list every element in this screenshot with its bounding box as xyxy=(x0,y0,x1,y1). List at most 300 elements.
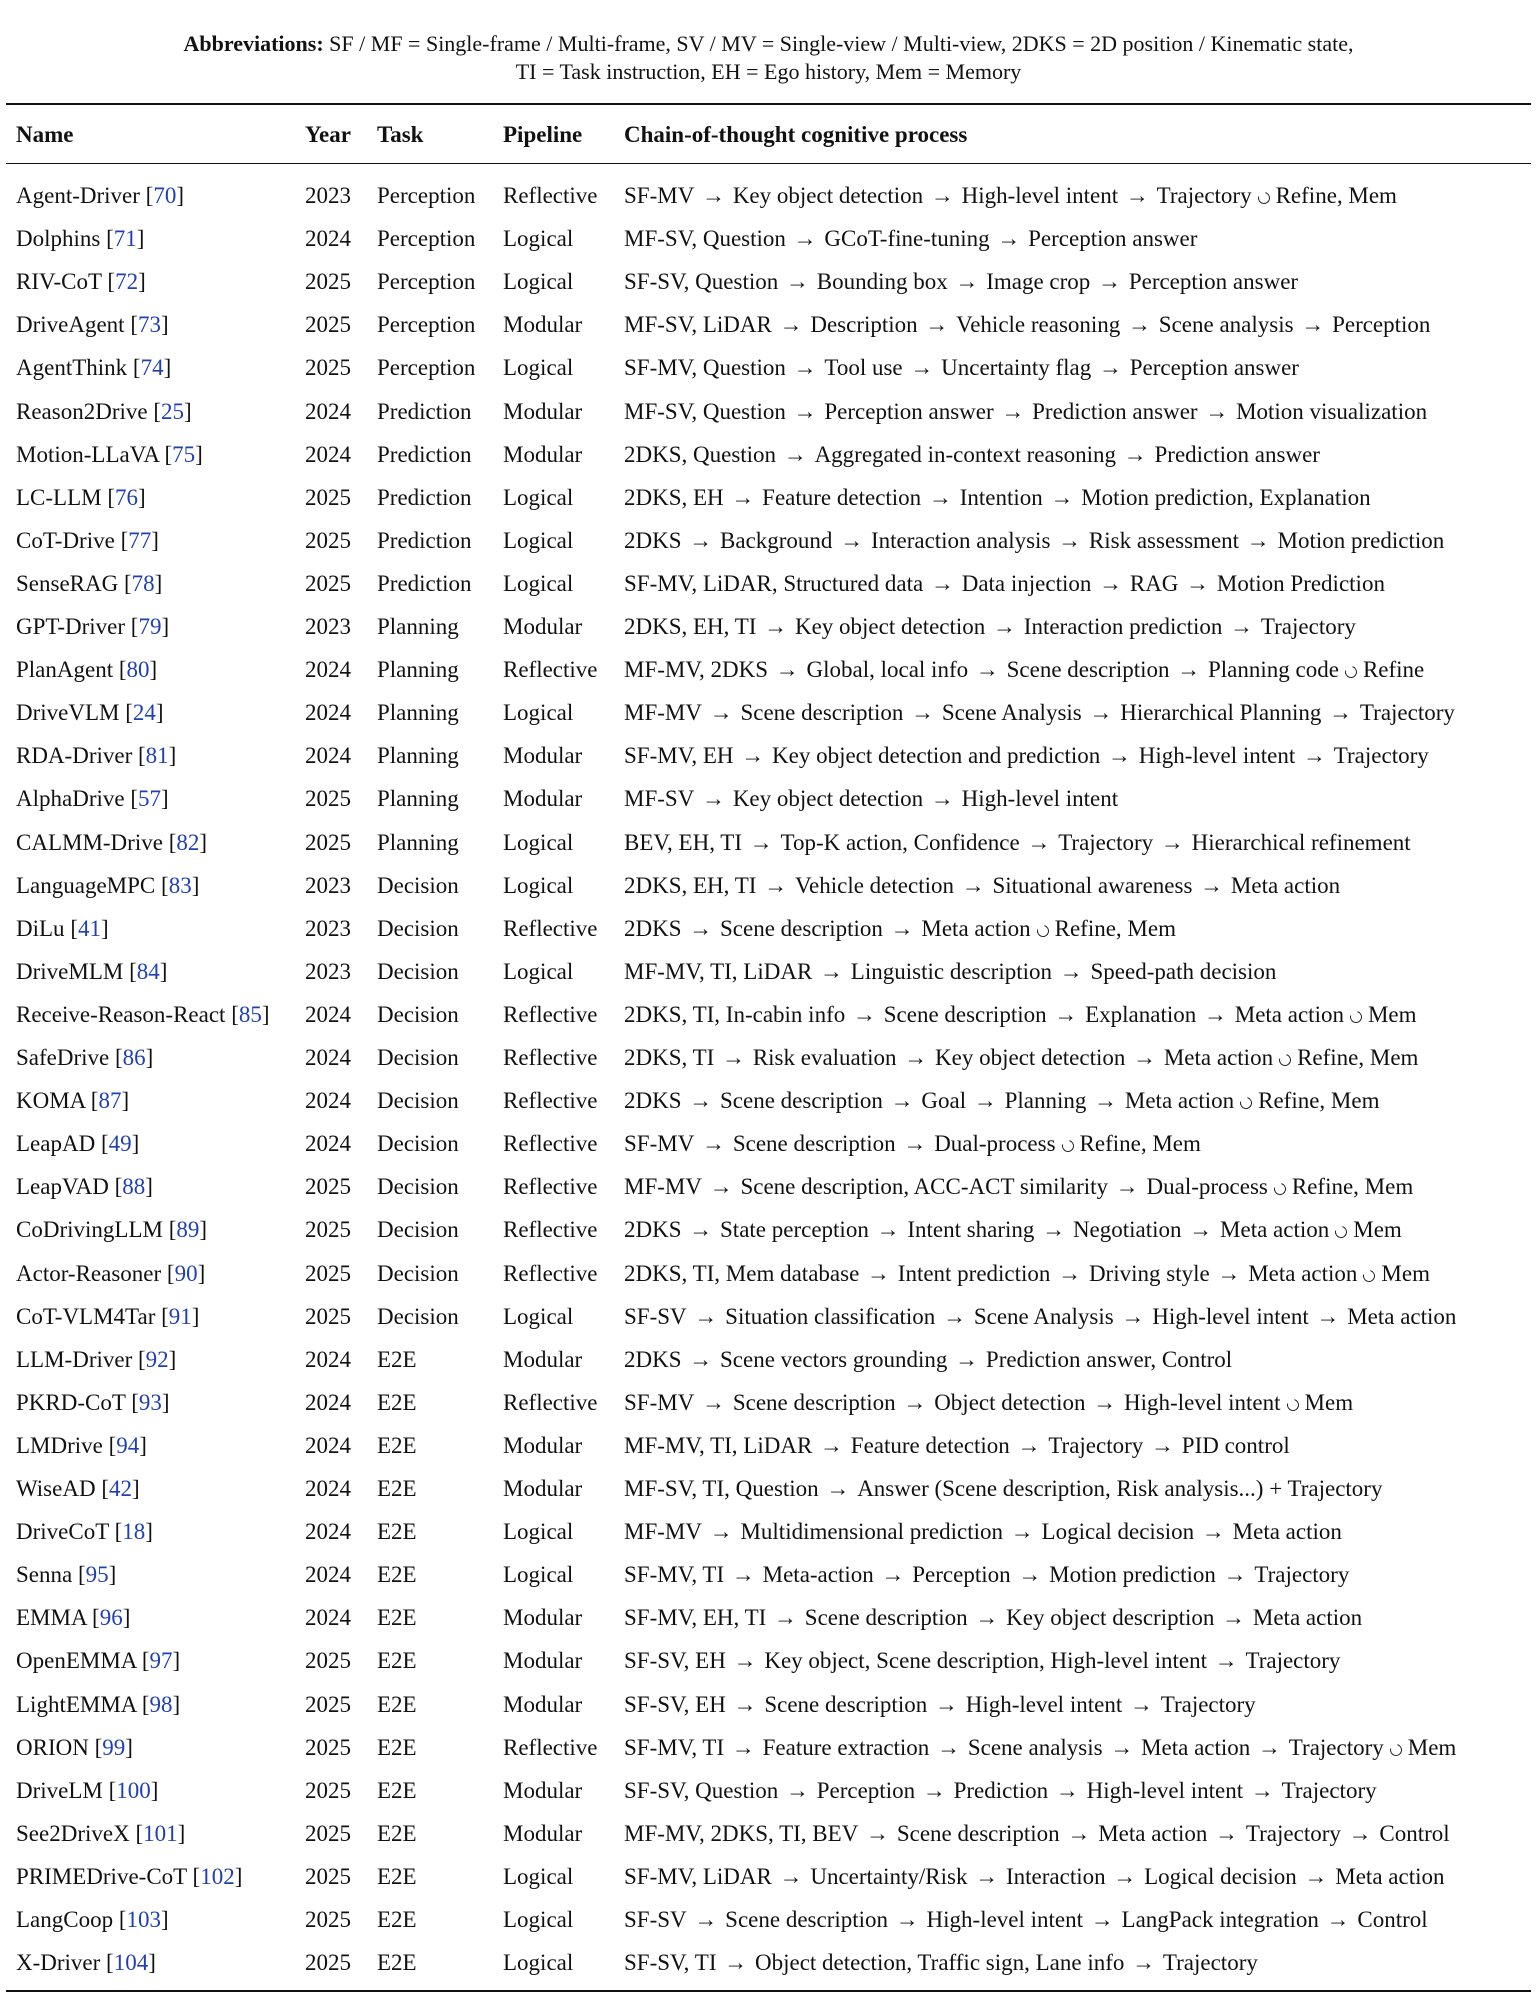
task-cell: Decision xyxy=(377,872,459,898)
citation-link[interactable]: 87 xyxy=(98,1088,122,1114)
cot-step: MF-SV xyxy=(624,786,695,812)
cot-step: Meta action xyxy=(921,915,1031,941)
year-cell: 2024 xyxy=(305,1519,351,1545)
citation-link[interactable]: 42 xyxy=(108,1476,132,1501)
ref-bracket: [ xyxy=(114,1174,123,1200)
citation-link[interactable]: 100 xyxy=(116,1777,151,1803)
cot-step: Motion Prediction xyxy=(1216,570,1385,596)
name-cell xyxy=(16,269,146,295)
table-row xyxy=(0,1123,1537,1166)
pipeline-cell: Reflective xyxy=(503,1045,598,1070)
citation-link[interactable]: 89 xyxy=(176,1217,200,1243)
year-cell: 2025 xyxy=(305,1820,351,1846)
cot-cell xyxy=(624,1692,1256,1718)
ref-bracket: ] xyxy=(234,1863,243,1889)
citation-link[interactable]: 104 xyxy=(113,1950,149,1976)
year-cell: 2025 xyxy=(305,1691,351,1717)
task-cell: Planning xyxy=(377,614,459,639)
name-cell xyxy=(16,1131,139,1157)
arrow-icon: → xyxy=(735,743,770,769)
year-cell: 2024 xyxy=(305,1346,351,1372)
ref-bracket: [ xyxy=(141,1691,150,1717)
citation-link[interactable]: 102 xyxy=(200,1863,235,1889)
arrow-icon: → xyxy=(683,915,719,941)
loop-icon xyxy=(1034,922,1050,938)
loop-label: Refine xyxy=(1362,657,1425,683)
citation-link[interactable]: 25 xyxy=(161,398,184,424)
citation-link[interactable]: 96 xyxy=(99,1605,123,1631)
arrow-icon: → xyxy=(1209,1820,1244,1846)
arrow-icon: → xyxy=(727,1648,763,1674)
arrow-icon: → xyxy=(726,1562,761,1588)
loop-label: Refine, Mem xyxy=(1054,915,1176,941)
year-cell: 2024 xyxy=(305,1045,351,1070)
citation-link[interactable]: 86 xyxy=(122,1045,146,1070)
cot-cell xyxy=(624,183,1397,209)
table-row xyxy=(0,563,1537,606)
cot-step: Linguistic description xyxy=(850,958,1053,984)
ref-bracket: [ xyxy=(77,1562,86,1588)
cot-step: Perception answer xyxy=(1128,269,1299,295)
name-cell xyxy=(16,1605,130,1631)
cot-step: Situational awareness xyxy=(992,872,1193,898)
cot-step: Trajectory xyxy=(1160,1691,1256,1717)
model-name: CoDrivingLLM xyxy=(16,1217,169,1243)
citation-link[interactable]: 81 xyxy=(145,743,169,769)
citation-link[interactable]: 101 xyxy=(143,1820,178,1846)
cot-step: Risk assessment xyxy=(1088,527,1240,553)
ref-bracket: [ xyxy=(118,1907,127,1932)
task-cell: Decision xyxy=(377,1174,459,1200)
arrow-icon: → xyxy=(683,527,719,553)
loop-icon xyxy=(1343,664,1359,680)
cot-cell xyxy=(624,1261,1430,1287)
arrow-icon: → xyxy=(969,1863,1004,1889)
task-cell: Decision xyxy=(377,1045,459,1070)
arrow-icon: → xyxy=(744,829,779,855)
citation-link[interactable]: 83 xyxy=(168,872,192,898)
cot-step: Key object detection xyxy=(935,1045,1126,1070)
cot-step: Intention xyxy=(959,484,1043,510)
arrow-icon: → xyxy=(1155,829,1190,855)
cot-cell xyxy=(624,959,1276,985)
ref-bracket: ] xyxy=(168,1346,177,1372)
table-row xyxy=(0,1942,1537,1985)
citation-link[interactable]: 57 xyxy=(138,786,161,812)
arrow-icon: → xyxy=(1180,570,1215,596)
model-name: Reason2Drive xyxy=(16,398,154,424)
arrow-icon: → xyxy=(1171,657,1206,683)
ref-bracket: ] xyxy=(145,1174,153,1200)
model-name: CoT-VLM4Tar xyxy=(16,1303,162,1329)
arrow-icon: → xyxy=(1107,1863,1143,1889)
cot-step: Trajectory xyxy=(1288,1734,1384,1760)
cot-step: Key object detection xyxy=(732,183,924,208)
name-cell xyxy=(16,1519,153,1545)
citation-link[interactable]: 75 xyxy=(172,441,196,467)
arrow-icon: → xyxy=(1120,183,1155,208)
cot-cell xyxy=(624,1174,1413,1200)
cot-cell xyxy=(624,1045,1418,1071)
pipeline-cell: Logical xyxy=(503,269,574,295)
ref-bracket: ] xyxy=(145,1045,154,1070)
model-name: CoT-Drive xyxy=(16,527,121,553)
name-cell xyxy=(16,700,164,726)
name-cell xyxy=(16,1864,242,1890)
cot-step: Trajectory xyxy=(1058,829,1154,855)
pipeline-cell: Modular xyxy=(503,312,583,338)
arrow-icon: → xyxy=(773,312,809,338)
cot-step: Scene analysis xyxy=(1158,312,1294,338)
cot-step: MF-MV, 2DKS, TI, BEV xyxy=(624,1820,859,1846)
year-cell: 2024 xyxy=(305,226,351,252)
table-row xyxy=(0,1597,1537,1640)
citation-link[interactable]: 77 xyxy=(128,527,152,553)
arrow-icon: → xyxy=(716,1045,751,1070)
ref-bracket: ] xyxy=(125,1734,133,1760)
year-cell: 2025 xyxy=(305,1648,351,1674)
arrow-icon: → xyxy=(703,1174,739,1200)
cot-step: 2DKS, TI xyxy=(624,1045,715,1070)
name-cell xyxy=(16,1347,176,1373)
cot-cell xyxy=(624,1778,1377,1804)
ref-bracket: ] xyxy=(161,1389,170,1415)
cot-step: Interaction xyxy=(1005,1863,1106,1889)
arrow-icon: → xyxy=(1124,1691,1159,1717)
cot-step: SF-MV, TI xyxy=(624,1562,725,1588)
name-cell xyxy=(16,1562,116,1588)
table-row xyxy=(0,1554,1537,1597)
task-cell: Decision xyxy=(377,1217,459,1243)
ref-bracket: [ xyxy=(120,527,129,553)
citation-link[interactable]: 97 xyxy=(149,1648,173,1674)
citation-link[interactable]: 71 xyxy=(113,226,137,252)
name-cell xyxy=(16,1174,153,1200)
name-cell xyxy=(16,786,169,812)
cot-step: Object detection xyxy=(934,1389,1086,1415)
name-cell xyxy=(16,1907,169,1933)
cot-step: Perception xyxy=(912,1562,1011,1588)
cot-step: SF-MV, Question xyxy=(624,355,786,381)
ref-bracket: [ xyxy=(108,1777,117,1803)
year-cell: 2024 xyxy=(305,1088,351,1114)
ref-bracket: [ xyxy=(129,958,137,984)
ref-bracket: [ xyxy=(100,1131,109,1157)
arrow-icon: → xyxy=(875,1562,911,1588)
cot-step: Trajectory xyxy=(1245,1820,1341,1846)
name-cell xyxy=(16,959,167,985)
arrow-icon: → xyxy=(923,484,958,510)
cot-step: Perception answer xyxy=(1129,355,1299,381)
cot-step: Global, local info xyxy=(806,657,969,683)
ref-bracket: [ xyxy=(141,1648,150,1674)
ref-bracket: ] xyxy=(161,614,170,639)
arrow-icon: → xyxy=(696,183,731,208)
arrow-icon: → xyxy=(917,1777,952,1803)
cot-step: Trajectory xyxy=(1333,743,1429,769)
year-cell: 2025 xyxy=(305,527,351,553)
arrow-icon: → xyxy=(1320,1907,1356,1932)
citation-link[interactable]: 82 xyxy=(176,829,200,855)
cot-step: Perception xyxy=(1332,312,1431,338)
arrow-icon: → xyxy=(820,1476,856,1501)
cot-step: Intent prediction xyxy=(897,1260,1051,1286)
cot-step: SF-SV, EH xyxy=(624,1691,726,1717)
citation-link[interactable]: 79 xyxy=(138,614,162,639)
citation-link[interactable]: 72 xyxy=(115,269,139,295)
cot-step: High-level intent xyxy=(961,786,1119,812)
cot-cell xyxy=(624,1002,1417,1028)
header-rule xyxy=(6,163,1531,164)
arrow-icon: → xyxy=(1048,1001,1084,1027)
ref-bracket: ] xyxy=(145,1519,153,1545)
ref-bracket: ] xyxy=(136,226,145,252)
cot-step: High-level intent xyxy=(1086,1777,1244,1803)
arrow-icon: → xyxy=(860,1820,895,1846)
cot-cell xyxy=(624,916,1176,942)
cot-step: Planning code xyxy=(1208,657,1339,683)
cot-step: Key object description xyxy=(1006,1605,1215,1631)
arrow-icon: → xyxy=(987,614,1022,639)
table-row xyxy=(0,1339,1537,1382)
ref-bracket: ] xyxy=(131,1476,140,1501)
table-row xyxy=(0,304,1537,347)
ref-bracket: [ xyxy=(125,700,133,726)
model-name: Dolphins xyxy=(16,226,107,252)
pipeline-cell: Logical xyxy=(503,355,574,381)
header-name: Name xyxy=(16,122,74,147)
citation-link[interactable]: 98 xyxy=(149,1691,173,1717)
cot-cell xyxy=(624,1950,1258,1976)
ref-bracket: [ xyxy=(168,1217,177,1243)
task-cell: Prediction xyxy=(377,441,472,467)
cot-step: Uncertainty flag xyxy=(941,355,1092,381)
arrow-icon: → xyxy=(1085,1907,1120,1932)
table-row xyxy=(0,1640,1537,1683)
year-cell: 2025 xyxy=(305,786,351,812)
ref-bracket: ] xyxy=(121,1088,130,1114)
cot-step: Prediction xyxy=(953,1777,1049,1803)
citation-link[interactable]: 85 xyxy=(238,1001,262,1027)
task-cell: E2E xyxy=(377,1432,417,1458)
ref-bracket: ] xyxy=(100,915,109,941)
arrow-icon: → xyxy=(1323,700,1358,726)
cot-step: Hierarchical refinement xyxy=(1191,829,1411,855)
citation-link[interactable]: 88 xyxy=(122,1174,146,1200)
loop-icon xyxy=(1277,1052,1293,1068)
task-cell: E2E xyxy=(377,1820,417,1846)
cot-step: Key object detection and prediction xyxy=(772,743,1101,769)
table-row xyxy=(0,1770,1537,1813)
citation-link[interactable]: 92 xyxy=(145,1346,169,1372)
arrow-icon: → xyxy=(758,872,793,898)
citation-link[interactable]: 93 xyxy=(138,1389,162,1415)
ref-bracket: [ xyxy=(106,1950,114,1976)
citation-link[interactable]: 76 xyxy=(115,484,139,510)
table-row xyxy=(0,1511,1537,1554)
arrow-icon: → xyxy=(904,355,940,381)
year-cell: 2024 xyxy=(305,743,351,769)
name-cell xyxy=(16,1433,147,1459)
ref-bracket: ] xyxy=(122,1605,131,1631)
cot-cell xyxy=(624,614,1356,640)
year-cell: 2025 xyxy=(305,1777,351,1803)
pipeline-cell: Modular xyxy=(503,1346,583,1372)
cot-step: Prediction answer, Control xyxy=(985,1346,1233,1372)
arrow-icon: → xyxy=(1050,1777,1085,1803)
task-cell: Prediction xyxy=(377,527,472,553)
arrow-icon: → xyxy=(970,657,1005,683)
ref-bracket: ] xyxy=(195,441,203,467)
name-cell xyxy=(16,399,192,425)
citation-link[interactable]: 103 xyxy=(126,1907,162,1932)
ref-bracket: ] xyxy=(138,484,146,510)
abbreviations-line1: SF / MF = Single-frame / Multi-frame, SV / MV = Single-view / Multi-view, 2DKS = 2D position / Kinematic state, xyxy=(323,31,1354,56)
task-cell: E2E xyxy=(377,1863,417,1889)
year-cell: 2024 xyxy=(305,441,351,467)
arrow-icon: → xyxy=(1298,1863,1334,1889)
cot-cell xyxy=(624,700,1455,726)
table-row xyxy=(0,1166,1537,1209)
cot-step: SF-MV, EH, TI xyxy=(624,1605,767,1631)
cot-cell xyxy=(624,786,1118,812)
model-name: Agent-Driver xyxy=(16,183,146,208)
cot-cell xyxy=(624,1605,1362,1631)
cot-cell xyxy=(624,528,1444,554)
cot-step: 2DKS xyxy=(624,915,682,941)
ref-bracket: [ xyxy=(106,226,114,252)
model-name: PlanAgent xyxy=(16,657,119,683)
cot-cell xyxy=(624,1088,1379,1114)
citation-link[interactable]: 84 xyxy=(136,958,160,984)
citation-link[interactable]: 24 xyxy=(132,700,156,726)
citation-link[interactable]: 18 xyxy=(122,1519,146,1545)
ref-bracket: [ xyxy=(130,786,138,812)
ref-bracket: ] xyxy=(161,312,169,338)
year-cell: 2025 xyxy=(305,355,351,381)
arrow-icon: → xyxy=(1011,1432,1047,1458)
name-cell xyxy=(16,226,144,252)
arrow-icon: → xyxy=(787,398,823,424)
header-pipeline: Pipeline xyxy=(503,122,583,147)
citation-link[interactable]: 90 xyxy=(174,1260,198,1286)
ref-bracket: ] xyxy=(108,1562,117,1588)
citation-link[interactable]: 94 xyxy=(116,1432,140,1458)
cot-cell xyxy=(624,1347,1232,1373)
loop-icon xyxy=(1238,1095,1254,1111)
ref-bracket: [ xyxy=(130,312,138,338)
table-row xyxy=(0,1209,1537,1252)
citation-link[interactable]: 91 xyxy=(168,1303,192,1329)
pipeline-cell: Modular xyxy=(503,1648,583,1674)
abbreviations-line2: TI = Task instruction, EH = Ego history, Mem = Memory xyxy=(515,59,1022,84)
cot-step: Top-K action, Confidence xyxy=(780,829,1020,855)
task-cell: E2E xyxy=(377,1950,417,1976)
cot-cell xyxy=(624,269,1298,295)
arrow-icon: → xyxy=(1102,743,1137,769)
task-cell: E2E xyxy=(377,1389,417,1415)
citation-link[interactable]: 80 xyxy=(126,657,150,683)
citation-link[interactable]: 70 xyxy=(153,183,177,208)
task-cell: E2E xyxy=(377,1476,417,1501)
arrow-icon: → xyxy=(1012,1562,1048,1588)
cot-cell xyxy=(624,1648,1340,1674)
cot-step: High-level intent xyxy=(961,183,1119,208)
cot-step: BEV, EH, TI xyxy=(624,829,742,855)
citation-link[interactable]: 41 xyxy=(77,915,101,941)
arrow-icon: → xyxy=(1241,527,1276,553)
cot-step: Meta action xyxy=(1234,1001,1344,1027)
pipeline-cell: Reflective xyxy=(503,1088,598,1114)
cot-step: Multidimensional prediction xyxy=(740,1519,1004,1545)
citation-link[interactable]: 78 xyxy=(131,570,155,596)
ref-bracket: ] xyxy=(184,398,192,424)
pipeline-cell: Reflective xyxy=(503,1260,598,1286)
ref-bracket: [ xyxy=(107,269,116,295)
name-cell xyxy=(16,1648,180,1674)
task-cell: E2E xyxy=(377,1907,417,1932)
citation-link[interactable]: 99 xyxy=(102,1734,126,1760)
cot-step: Motion visualization xyxy=(1236,398,1428,424)
cot-step: MF-SV, Question xyxy=(624,398,786,424)
ref-bracket: ] xyxy=(199,829,208,855)
model-name: ORION xyxy=(16,1734,95,1760)
year-cell: 2024 xyxy=(305,700,351,726)
cot-step: SF-MV xyxy=(624,1389,695,1415)
year-cell: 2024 xyxy=(305,1389,351,1415)
cot-step: High-level intent xyxy=(1152,1303,1309,1329)
loop-label: Refine, Mem xyxy=(1297,1045,1419,1070)
arrow-icon: → xyxy=(703,700,739,726)
cot-cell xyxy=(624,1519,1342,1545)
arrow-icon: → xyxy=(696,786,731,812)
citation-link[interactable]: 74 xyxy=(140,355,164,381)
ref-bracket: [ xyxy=(70,915,78,941)
year-cell: 2024 xyxy=(305,1562,351,1588)
task-cell: E2E xyxy=(377,1605,417,1631)
cot-cell xyxy=(624,442,1320,468)
name-cell xyxy=(16,1088,129,1114)
arrow-icon: → xyxy=(787,355,823,381)
pipeline-cell: Modular xyxy=(503,441,583,467)
cot-step: 2DKS xyxy=(624,1346,682,1372)
citation-link[interactable]: 95 xyxy=(85,1562,109,1588)
year-cell: 2025 xyxy=(305,570,351,596)
cot-cell xyxy=(624,485,1371,511)
cot-step: Explanation xyxy=(1085,1001,1197,1027)
cot-cell xyxy=(624,355,1299,381)
year-cell: 2025 xyxy=(305,1734,351,1760)
cot-step: Meta action xyxy=(1347,1303,1457,1329)
citation-link[interactable]: 49 xyxy=(108,1131,132,1157)
cot-step: Perception answer xyxy=(1028,226,1198,252)
cot-cell xyxy=(624,1735,1456,1761)
cot-step: Key object, Scene description, High-level intent xyxy=(764,1648,1207,1674)
model-name: KOMA xyxy=(16,1088,91,1114)
task-cell: Perception xyxy=(377,226,476,252)
loop-icon xyxy=(1361,1267,1377,1283)
cot-step: High-level intent xyxy=(926,1907,1084,1932)
cot-step: Logical decision xyxy=(1144,1863,1297,1889)
cot-cell xyxy=(624,1907,1428,1933)
arrow-icon: → xyxy=(1083,700,1119,726)
cot-step: Vehicle detection xyxy=(794,872,954,898)
citation-link[interactable]: 73 xyxy=(138,312,161,338)
ref-bracket: [ xyxy=(90,1088,99,1114)
ref-bracket: [ xyxy=(92,1605,100,1631)
cot-step: High-level intent xyxy=(1124,1389,1281,1415)
cot-step: MF-MV xyxy=(624,1174,702,1200)
